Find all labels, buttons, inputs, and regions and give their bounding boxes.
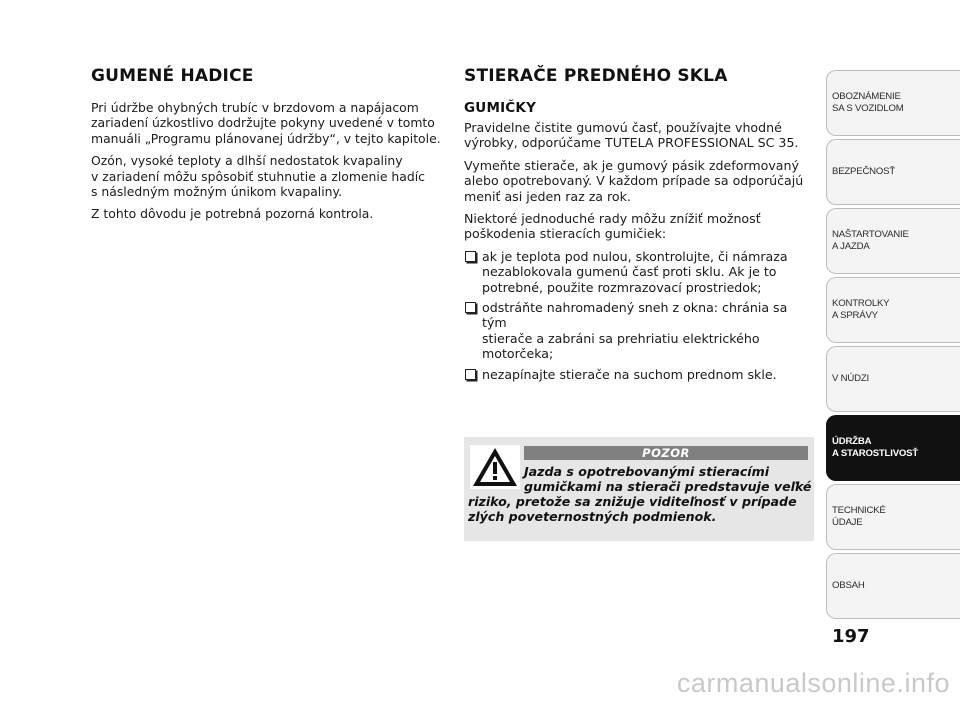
paragraph: Pravidelne čistite gumovú časť, používajte vhodné výrobky, odporúčame TUTELA PROFESSIONAL SC 35. [464, 120, 799, 151]
tab-v-nudzi[interactable]: V NÚDZI [826, 346, 960, 412]
tab-obsah[interactable]: OBSAH [826, 553, 960, 619]
paragraph: Niektoré jednoduché rady môžu znížiť možnosť poškodenia stieracích gumičiek: [464, 211, 761, 242]
paragraph: Vymeňte stierače, ak je gumový pásik zdeformovaný alebo opotrebovaný. V každom prípade sa odporúčajú meniť asi jeden raz za rok. [464, 157, 804, 204]
tab-oboznamenie[interactable]: OBOZNÁMENIE SA S VOZIDLOM [826, 70, 960, 136]
paragraph: Ozón, vysoké teploty a dlhší nedostatok kvapaliny v zariadení môžu spôsobiť stuhnutie a zlomenie hadíc s následným možným únikom kvapaliny. [91, 153, 425, 200]
tab-kontrolky[interactable]: KONTROLKY A SPRÁVY [826, 277, 960, 343]
list-item: odstráňte nahromadený sneh z okna: chránia sa tým stierače a zabráni sa prehriatiu elektrického motorčeka; [464, 300, 814, 362]
bullet-list [464, 249, 814, 382]
tab-technicke-udaje[interactable]: TECHNICKÉ ÚDAJE [826, 484, 960, 550]
list-item: ak je teplota pod nulou, skontrolujte, či námraza nezablokovala gumenú časť proti sklu. Ak je to potrebné, použite rozmrazovací prostriedok; [464, 249, 814, 295]
section-title: STIERAČE PREDNÉHO SKLA [464, 66, 728, 86]
checkbox-bullet-icon [465, 369, 476, 380]
tab-bezpecnost[interactable]: BEZPEČNOSŤ [826, 139, 960, 205]
paragraph: Z tohto dôvodu je potrebná pozorná kontrola. [91, 206, 374, 222]
warning-box [464, 437, 814, 541]
checkbox-bullet-icon [465, 302, 476, 313]
section-rubber-hoses [91, 66, 441, 229]
warning-text: Jazda s opotrebovanými stieracími gumičkami na stierači predstavuje veľké riziko, pretože sa znižuje viditeľnosť v prípade zlých poveternostných podmienok. [468, 464, 812, 524]
list-item: nezapínajte stierače na suchom prednom skle. [464, 367, 814, 382]
checkbox-bullet-icon [465, 251, 476, 262]
tab-nastartovanie[interactable]: NAŠTARTOVANIE A JAZDA [826, 208, 960, 274]
section-title: GUMENÉ HADICE [91, 66, 254, 86]
tab-udrzba[interactable]: ÚDRŽBA A STAROSTLIVOSŤ [826, 415, 960, 481]
page-number: 197 [832, 626, 870, 647]
paragraph: Pri údržbe ohybných trubíc v brzdovom a napájacom zariadení úzkostlivo dodržujte pokyny uvedené v tomto manuáli „Programu plánovanej údržby“, v tejto kapitole. [91, 100, 441, 146]
warning-label: POZOR [524, 446, 808, 460]
subsection-title: GUMIČKY [464, 100, 537, 116]
section-wipers [464, 66, 814, 387]
